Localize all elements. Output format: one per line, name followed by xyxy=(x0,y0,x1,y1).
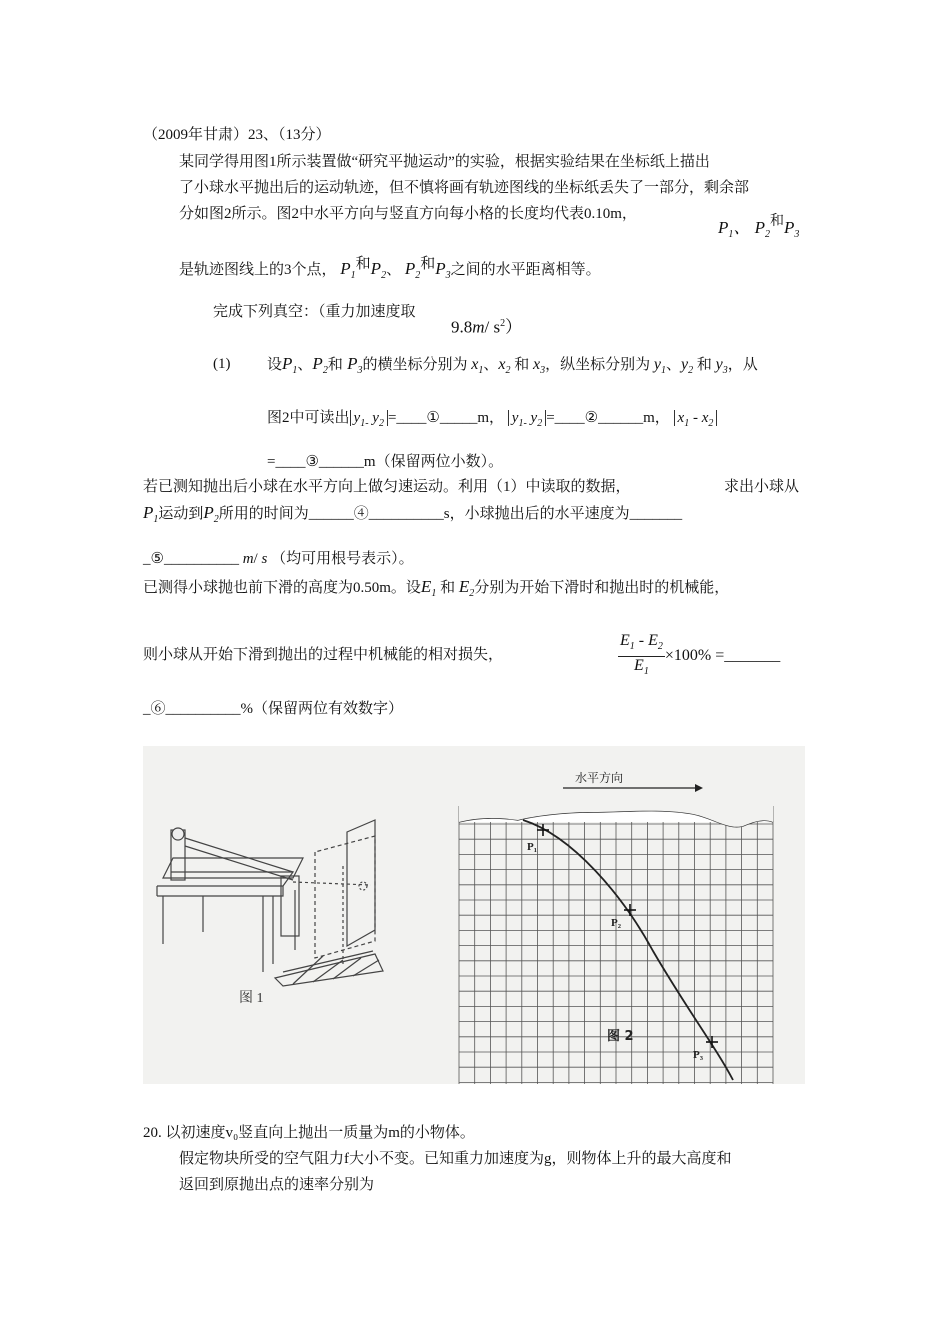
paragraph-line: 了小球水平抛出后的运动轨迹，但不慎将画有轨迹图线的坐标纸丢失了一部分，剩余部 xyxy=(179,180,750,196)
paragraph-line: 则小球从开始下滑到抛出的过程中机械能的相对损失， xyxy=(143,647,504,663)
point-label-p3: P₃ xyxy=(693,1049,704,1061)
paragraph-line: 分如图2所示。图2中水平方向与竖直方向每小格的长度均代表0.10m， xyxy=(179,206,637,222)
point-markers xyxy=(537,824,718,1048)
question-20-line: 返回到原抛出点的速率分别为 xyxy=(179,1177,375,1193)
paragraph-line: 完成下列真空：（重力加速度取 xyxy=(213,304,416,320)
gravity-value: 9.8m/ $s^2$） xyxy=(451,317,523,337)
paragraph-line: 求出小球从 xyxy=(724,479,800,495)
relative-loss-formula: $\frac{E_1 - E_2}{E_1}$ ×100% =_______ xyxy=(620,632,781,677)
paragraph-line: 图2中可读出 $y_{1-}$ $y_2$ =____①_____m， $y_{1-}$ $y_2$ =____②______m， $x_1 - x_2$ xyxy=(267,408,717,434)
question-20-line: 假定物块所受的空气阻力f大小不变。已知重力加速度为g，则物体上升的最大高度和 xyxy=(179,1151,732,1167)
figure2-label: 图 2 xyxy=(607,1029,634,1044)
paragraph-line: 若已测知抛出后小球在水平方向上做匀速运动。利用（1）中读取的数据， xyxy=(143,479,631,495)
point-label-p2: P₂ xyxy=(611,917,622,929)
paragraph-line: 已测得小球抛也前下滑的高度为0.50m。设$E_1$ 和 $E_2$分别为开始下滑时和抛出时的机械能， xyxy=(143,577,730,599)
question-20-line: 20. 以初速度v₀竖直向上抛出一质量为m的小物体。 xyxy=(143,1125,475,1141)
paragraph-line: _⑥__________%（保留两位有效数字） xyxy=(143,701,403,717)
apparatus-drawing xyxy=(157,820,383,986)
direction-label: 水平方向 xyxy=(575,771,624,785)
experiment-figures xyxy=(143,746,805,1084)
subquestion-number: (1) xyxy=(213,356,231,372)
paragraph-line: $P_1$运动到$P_2$所用的时间为______④__________s，小球抛出后的水平速度为_______ xyxy=(143,503,683,525)
paragraph-line: =____③______m（保留两位小数）。 xyxy=(267,454,504,470)
point-label-p1: P₁ xyxy=(527,841,538,853)
point-labels: $P_1$、 $P_2^和P_3$ xyxy=(718,214,800,240)
figure1-label: 图 1 xyxy=(239,991,264,1006)
paragraph-line: _⑤__________ m/ s （均可用根号表示）。 xyxy=(143,551,414,567)
paragraph-line: 是轨迹图线上的3个点， $P_1$和$P_2$、 $P_2$和$P_3$之间的水平距离相等。 xyxy=(179,256,601,281)
paragraph-line: 设$P_1$、$P_2$和 $P_3$的横坐标分别为 $x_1$、$x_2$ 和 $x_3$，纵坐标分别为 $y_1$、$y_2$ 和 $y_3$，从 xyxy=(267,354,758,376)
paragraph-line: 某同学得用图1所示装置做“研究平抛运动”的实验，根据实验结果在坐标纸上描出 xyxy=(179,154,710,170)
question-header: （2009年甘肃）23、（13分） xyxy=(143,127,331,143)
figure-svg xyxy=(143,746,805,1084)
